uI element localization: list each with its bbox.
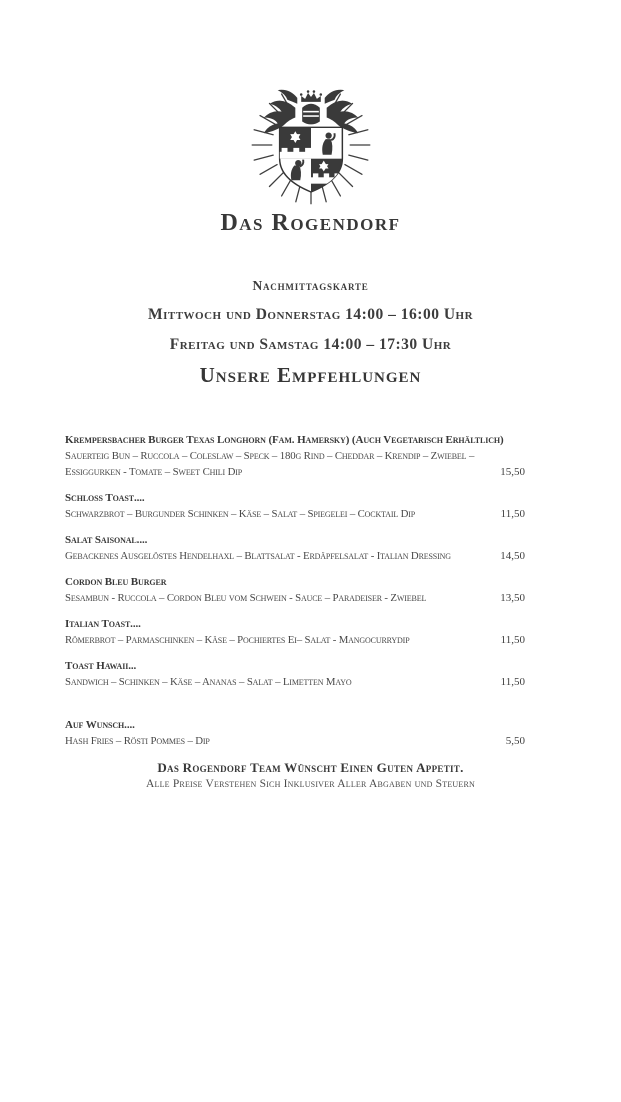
menu-item xyxy=(65,432,525,480)
section-title: Unsere Empfehlungen xyxy=(199,363,422,387)
coat-of-arms-icon xyxy=(213,78,409,208)
hours-line-1: Mittwoch und Donnerstag 14:00 – 16:00 Uhr xyxy=(147,306,474,323)
menu-item-name: Cordon Bleu Burger xyxy=(65,576,167,588)
menu-footer xyxy=(0,759,621,792)
menu-header xyxy=(0,271,621,359)
menu-item-price: 11,50 xyxy=(500,634,525,646)
menu-list xyxy=(0,432,621,749)
menu-item-name: Italian Toast.... xyxy=(65,618,141,630)
brand-title: Das Rogendorf xyxy=(220,210,401,236)
menu-item xyxy=(65,616,525,648)
menu-item xyxy=(65,574,525,606)
menu-item-name: Schloss Toast.... xyxy=(65,492,145,504)
menu-item-description: Sandwich – Schinken – Käse – Ananas – Salat – Limetten Mayo xyxy=(65,676,352,688)
menu-item-description: Sauerteig Bun – Ruccola – Coleslaw – Speck – 180g Rind – Cheddar – Krendip – Zwiebel – Essiggurken - Tomate – Sweet Chili Dip xyxy=(65,450,475,478)
menu-item-description: Gebackenes Ausgelöstes Hendelhaxl – Blattsalat - Erdäpfelsalat - Italian Dressing xyxy=(65,550,451,562)
menu-item-description: Schwarzbrot – Burgunder Schinken – Käse – Salat – Spiegelei – Cocktail Dip xyxy=(65,508,416,520)
menu-item-name: Salat Saisonal.... xyxy=(65,534,148,546)
footer-tax-note: Alle Preise Verstehen Sich Inklusiver Aller Abgaben und Steuern xyxy=(145,778,475,790)
menu-item-price: 11,50 xyxy=(500,508,525,520)
menu-item-price: 11,50 xyxy=(500,676,525,688)
menu-item-price: 15,50 xyxy=(500,466,525,478)
menu-item-description: Römerbrot – Parmaschinken – Käse – Pochiertes Ei– Salat - Mangocurrydip xyxy=(65,634,410,646)
menu-item xyxy=(65,658,525,690)
menu-item-description: Sesambun - Ruccola – Cordon Bleu vom Schwein - Sauce – Paradeiser - Zwiebel xyxy=(65,592,427,604)
hours-line-2: Freitag und Samstag 14:00 – 17:30 Uhr xyxy=(169,335,452,353)
menu-item-name: Auf Wunsch.... xyxy=(65,719,135,731)
menu-item-price: 14,50 xyxy=(500,550,525,562)
menu-item xyxy=(65,717,525,749)
menu-item-price: 5,50 xyxy=(505,735,525,747)
menu-item-description: Hash Fries – Rösti Pommes – Dip xyxy=(65,735,210,747)
card-title: Nachmittagskarte xyxy=(252,278,369,293)
menu-item xyxy=(65,490,525,522)
menu-item-name: Krempersbacher Burger Texas Longhorn (Fam. Hamersky) (Auch Vegetarisch Erhältlich) xyxy=(65,434,504,446)
menu-item xyxy=(65,532,525,564)
menu-item-price: 13,50 xyxy=(500,592,525,604)
menu-item-name: Toast Hawaii... xyxy=(65,660,137,672)
footer-appetit-line: Das Rogendorf Team Wünscht Einen Guten Appetit. xyxy=(157,760,464,775)
